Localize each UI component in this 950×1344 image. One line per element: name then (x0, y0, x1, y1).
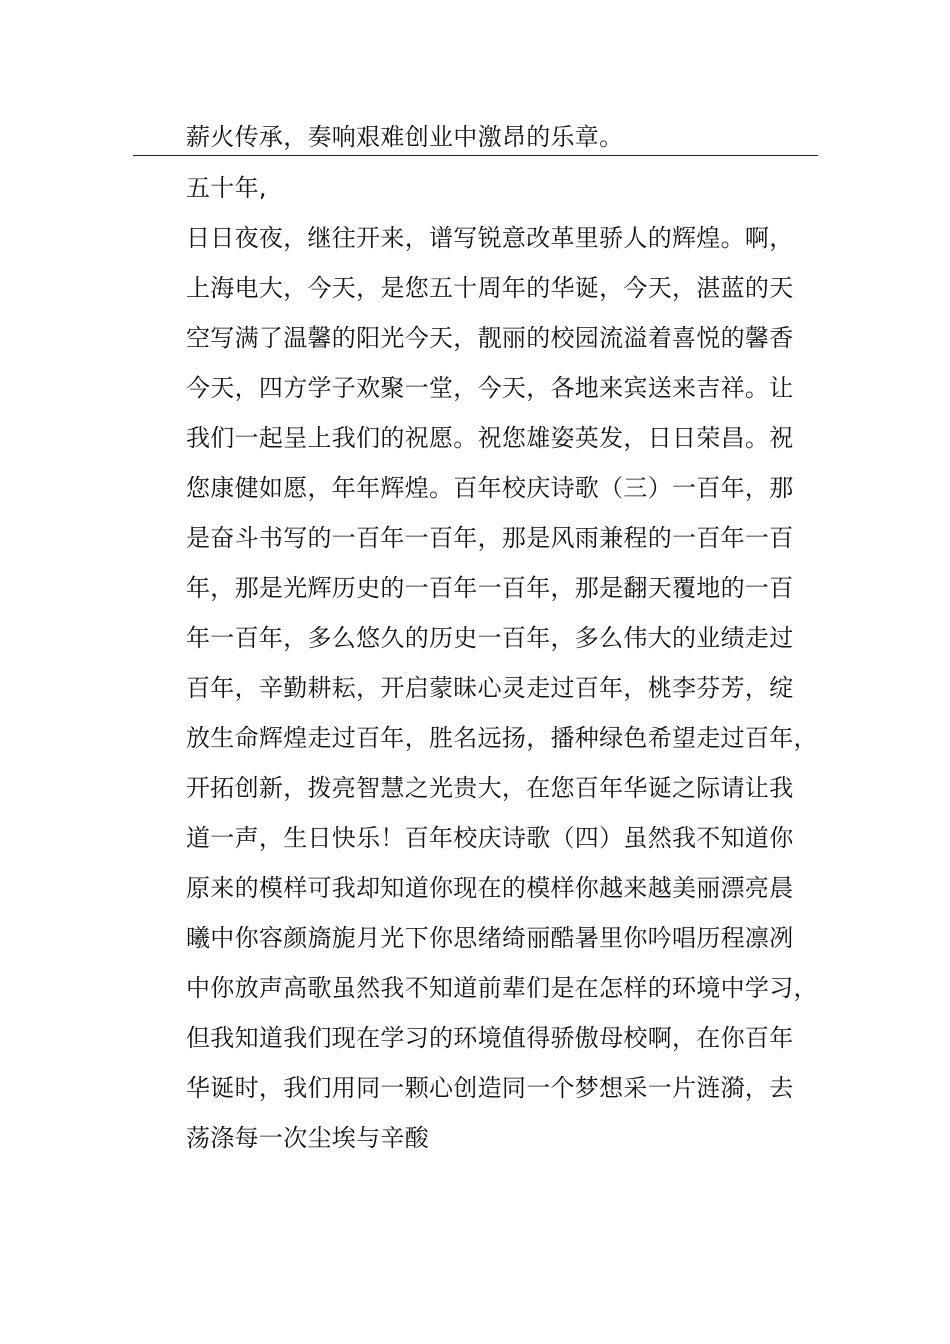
body-line: 是奋斗书写的一百年一百年，那是风雨兼程的一百年一百 (186, 524, 794, 552)
body-line: 曦中你容颜旖旎月光下你思绪绮丽酷暑里你吟唱历程凛冽 (186, 924, 794, 952)
body-line: 今天，四方学子欢聚一堂，今天，各地来宾送来吉祥。让 (186, 374, 794, 402)
top-line: 薪火传承，奏响艰难创业中激昂的乐章。 (186, 123, 624, 151)
body-line: 日日夜夜，继往开来，谱写锐意改革里骄人的辉煌。啊， (186, 224, 794, 252)
body-line: 五十年, (186, 174, 267, 202)
header-rule (133, 155, 818, 156)
body-line: 荡涤每一次尘埃与辛酸 (186, 1124, 429, 1152)
body-line: 您康健如愿，年年辉煌。百年校庆诗歌（三）一百年，那 (186, 474, 794, 502)
body-line: 年一百年，多么悠久的历史一百年，多么伟大的业绩走过 (186, 624, 794, 652)
body-line: 放生命辉煌走过百年，胜名远扬，播种绿色希望走过百年， (186, 724, 818, 752)
body-line: 道一声，生日快乐！百年校庆诗歌（四）虽然我不知道你 (186, 824, 794, 852)
body-line: 但我知道我们现在学习的环境值得骄傲母校啊，在你百年 (186, 1024, 794, 1052)
body-line: 我们一起呈上我们的祝愿。祝您雄姿英发，日日荣昌。祝 (186, 424, 794, 452)
body-line: 中你放声高歌虽然我不知道前辈们是在怎样的环境中学习， (186, 974, 818, 1002)
body-line: 开拓创新，拨亮智慧之光贵大，在您百年华诞之际请让我 (186, 774, 794, 802)
body-line: 年，那是光辉历史的一百年一百年，那是翻天覆地的一百 (186, 574, 794, 602)
body-line: 上海电大，今天，是您五十周年的华诞，今天，湛蓝的天 (186, 274, 794, 302)
body-line: 空写满了温馨的阳光今天，靓丽的校园流溢着喜悦的馨香 (186, 324, 794, 352)
body-line: 华诞时，我们用同一颗心创造同一个梦想采一片涟漪，去 (186, 1074, 794, 1102)
body-line: 原来的模样可我却知道你现在的模样你越来越美丽漂亮晨 (186, 874, 794, 902)
body-line: 百年，辛勤耕耘，开启蒙昧心灵走过百年，桃李芬芳，绽 (186, 674, 794, 702)
